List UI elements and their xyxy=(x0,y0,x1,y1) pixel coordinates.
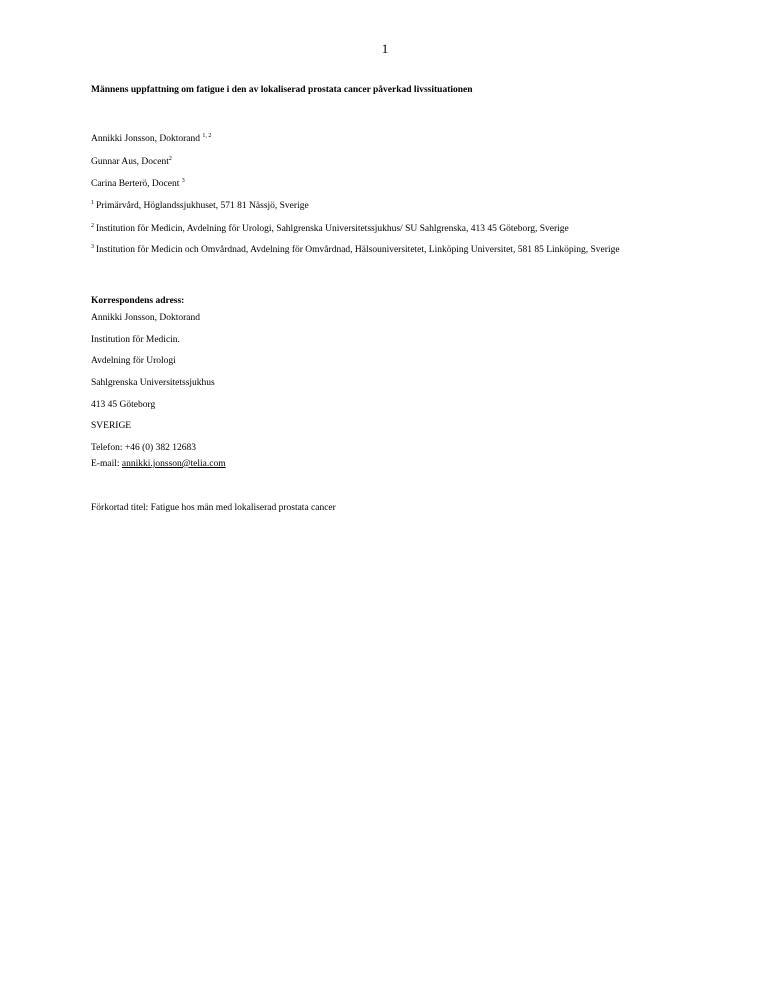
short-title: Förkortad titel: Fatigue hos män med lokaliserad prostata cancer xyxy=(91,503,336,513)
author-affiliation-sup: 3 xyxy=(181,178,185,184)
correspondence-institution: Institution för Medicin. xyxy=(91,335,180,345)
affiliation-text: Institution för Medicin, Avdelning för Urologi, Sahlgrenska Universitetssjukhus/ SU Sahlgrenska, 413 45 Göteborg, Sverige xyxy=(96,224,569,234)
email-link[interactable]: annikki.jonsson@telia.com xyxy=(121,459,226,469)
author-2 xyxy=(91,153,172,168)
author-3 xyxy=(91,175,185,190)
correspondence-heading: Korrespondens adress: xyxy=(91,296,185,306)
affiliation-3 xyxy=(91,241,620,256)
author-affiliation-sup: 1, 2 xyxy=(202,133,212,139)
page-number: 1 xyxy=(381,41,389,56)
author-affiliation-sup: 2 xyxy=(168,156,172,162)
affiliation-sup: 2 xyxy=(91,223,94,229)
correspondence-name: Annikki Jonsson, Doktorand xyxy=(91,313,200,323)
paper-title: Männens uppfattning om fatigue i den av lokaliserad prostata cancer påverkad livssituationen xyxy=(91,85,473,95)
correspondence-country: SVERIGE xyxy=(91,421,132,431)
email-label: E-mail: xyxy=(91,459,122,469)
author-name: Annikki Jonsson, Doktorand xyxy=(91,134,200,144)
correspondence-hospital: Sahlgrenska Universitetssjukhus xyxy=(91,378,215,388)
affiliation-2 xyxy=(91,220,569,235)
correspondence-postal: 413 45 Göteborg xyxy=(91,400,156,410)
correspondence-phone: Telefon: +46 (0) 382 12683 xyxy=(91,443,196,453)
affiliation-1 xyxy=(91,197,309,212)
affiliation-text: Primärvård, Höglandssjukhuset, 571 81 Nässjö, Sverige xyxy=(96,201,309,211)
author-1 xyxy=(91,130,211,145)
affiliation-text: Institution för Medicin och Omvårdnad, Avdelning för Omvårdnad, Hälsouniversitetet, Linköping Universitet, 581 85 Linköping, Sverige xyxy=(96,245,620,255)
correspondence-email xyxy=(91,458,226,470)
affiliation-sup: 3 xyxy=(91,244,94,250)
author-name: Gunnar Aus, Docent xyxy=(91,157,169,167)
affiliation-sup: 1 xyxy=(91,200,94,206)
correspondence-department: Avdelning för Urologi xyxy=(91,356,176,366)
author-name: Carina Berterö, Docent xyxy=(91,179,180,189)
